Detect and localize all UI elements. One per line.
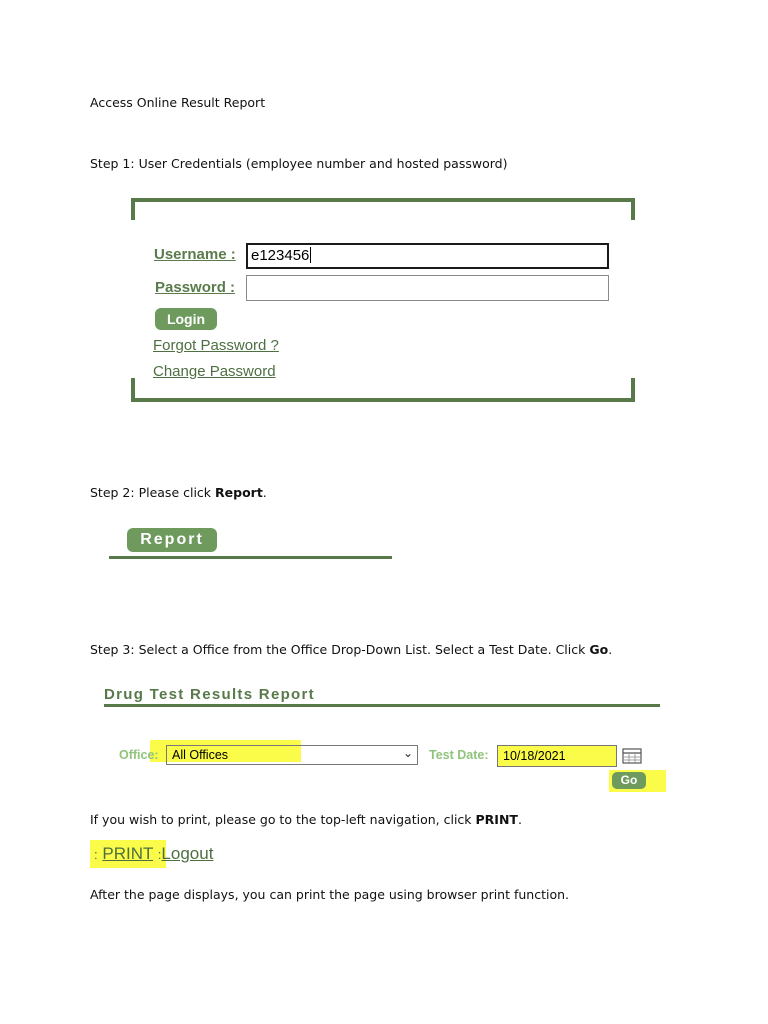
- go-button[interactable]: Go: [612, 772, 646, 789]
- report-button[interactable]: Report: [127, 528, 217, 552]
- login-panel: [131, 198, 635, 403]
- username-value: e123456: [251, 247, 310, 264]
- logout-link[interactable]: Logout: [161, 844, 214, 863]
- login-frame-top-border: [131, 198, 635, 202]
- chevron-down-icon: ⌄: [402, 746, 413, 760]
- calendar-icon[interactable]: [620, 745, 644, 767]
- change-password-link[interactable]: Change Password: [153, 363, 276, 380]
- login-frame-tick: [131, 198, 135, 220]
- office-dropdown[interactable]: [166, 745, 418, 765]
- login-button[interactable]: Login: [155, 308, 217, 330]
- forgot-password-link[interactable]: Forgot Password ?: [153, 337, 279, 354]
- login-frame-bottom-border: [131, 398, 635, 402]
- print-note-text: If you wish to print, please go to the top-left navigation, click PRINT.: [90, 812, 522, 827]
- username-input[interactable]: [246, 243, 609, 269]
- office-selected-value: All Offices: [172, 748, 229, 762]
- password-label: Password :: [155, 279, 236, 296]
- step2-text: Step 2: Please click Report.: [90, 485, 267, 500]
- print-link[interactable]: PRINT: [102, 844, 154, 863]
- report-underline: [109, 556, 392, 559]
- office-label: Office:: [119, 748, 159, 762]
- test-date-label: Test Date:: [429, 748, 489, 762]
- document-heading: Access Online Result Report: [90, 95, 266, 110]
- section-underline: [104, 704, 660, 707]
- step3-text: Step 3: Select a Office from the Office Drop-Down List. Select a Test Date. Click Go.: [90, 642, 613, 657]
- nav-separator: :: [94, 847, 98, 862]
- top-left-navigation: [94, 844, 213, 864]
- password-input[interactable]: [246, 275, 609, 301]
- section-title: Drug Test Results Report: [104, 686, 315, 703]
- nav-separator: :: [157, 847, 162, 862]
- login-frame-tick: [131, 378, 135, 400]
- test-date-input[interactable]: 10/18/2021: [497, 745, 617, 767]
- username-label: Username :: [154, 246, 236, 263]
- login-frame-tick: [631, 378, 635, 400]
- login-frame-tick: [631, 198, 635, 220]
- text-caret: [310, 247, 311, 263]
- step1-text: Step 1: User Credentials (employee number and hosted password): [90, 156, 508, 171]
- footer-text: After the page displays, you can print the page using browser print function.: [90, 887, 570, 902]
